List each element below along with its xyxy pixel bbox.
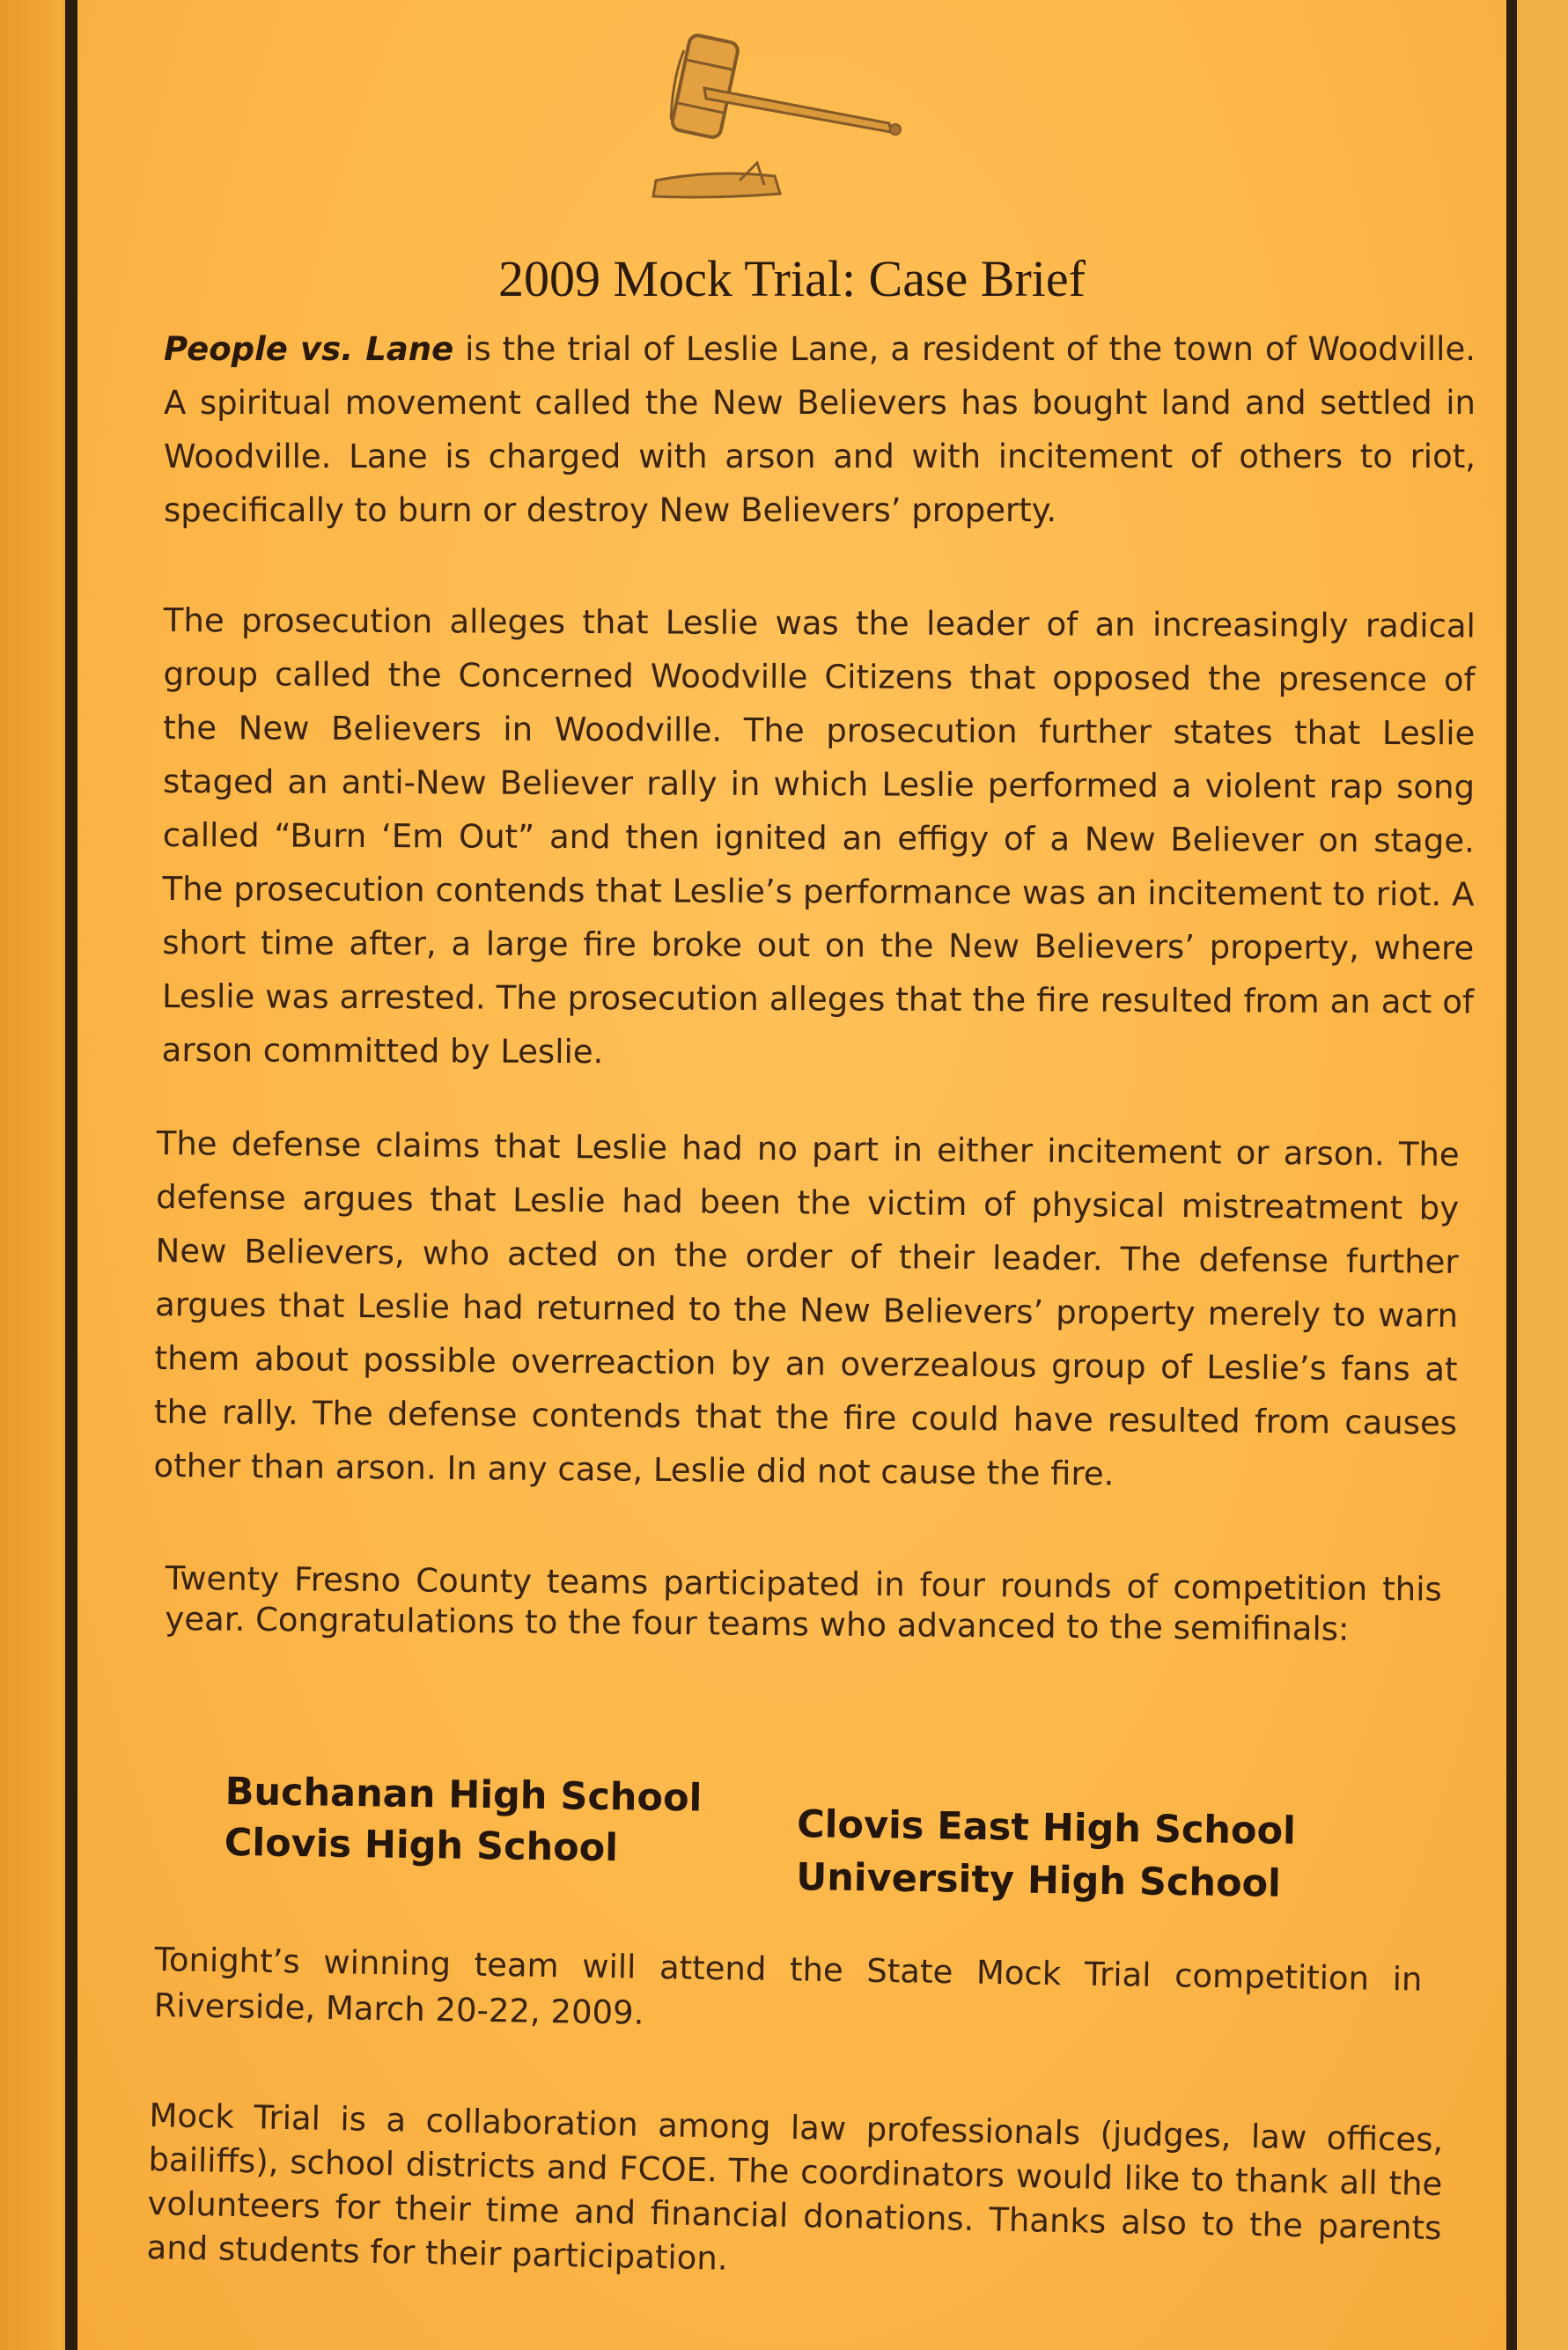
semifinalist-list: [223, 1770, 1387, 1944]
prosecution-paragraph: The prosecution alleges that Leslie was the leader of an increasingly radical group called the Concerned Woodville Citizens that opposed the presence of the New Believers in Woodville. The prosecution further states that Leslie staged an anti-New Believer rally in which Leslie performed a violent rap song called “Burn ‘Em Out” and then ignited an effigy of a New Believer on stage. The prosecution contends that Leslie’s performance was an incitement to riot. A short time after, a large fire broke out on the New Believers’ property, where Leslie was arrested. The prosecution alleges that the fire resulted from an act of arson committed by Leslie.: [161, 600, 1476, 1072]
case-name: People vs. Lane: [164, 330, 454, 368]
case-summary-paragraph: [164, 322, 1476, 537]
document-title: 2009 Mock Trial: Case Brief: [498, 250, 1086, 307]
case-summary-text: is the trial of Leslie Lane, a resident of the town of Woodville. A spiritual movement called the New Believers has bought land and settled in Woodville. Lane is charged with arson and with incitement of others to riot, specifically to burn or destroy New Believers’ property.: [164, 330, 1476, 529]
semifinalist-school: Clovis High School: [224, 1820, 619, 1871]
acknowledgements-paragraph: Mock Trial is a collaboration among law professionals (judges, law offices, bailiffs), school districts and FCOE. The coordinators would like to thank all the volunteers for their time and financial donations. Thanks also to the parents and students for their participation.: [146, 2096, 1444, 2278]
defense-paragraph: The defense claims that Leslie had no part in either incitement or arson. The defense argues that Leslie had been the victim of physical mistreatment by New Believers, who acted on the order of their leader. The defense further argues that Leslie had returned to the New Believers’ property merely to warn them about possible overreaction by an overzealous group of Leslie’s fans at the rally. The defense contends that the fire could have resulted from causes other than arson. In any case, Leslie did not cause the fire.: [153, 1123, 1460, 1493]
semifinalist-school: Clovis East High School: [796, 1802, 1297, 1853]
right-border-rule: [1506, 0, 1517, 2350]
page-background-left: [0, 0, 62, 2350]
page-background-right: [1517, 0, 1568, 2350]
gavel-icon: [607, 18, 933, 220]
competition-paragraph: Twenty Fresno County teams participated in four rounds of competition this year. Congratulations to the four teams who advanced to the semifinals:: [165, 1559, 1442, 1648]
state-competition-paragraph: Tonight’s winning team will attend the State Mock Trial competition in Riverside, March 20-22, 2009.: [153, 1940, 1423, 2032]
semifinalist-school: Buchanan High School: [225, 1770, 703, 1821]
left-border-rule: [65, 0, 77, 2350]
semifinalist-school: University High School: [796, 1855, 1282, 1906]
